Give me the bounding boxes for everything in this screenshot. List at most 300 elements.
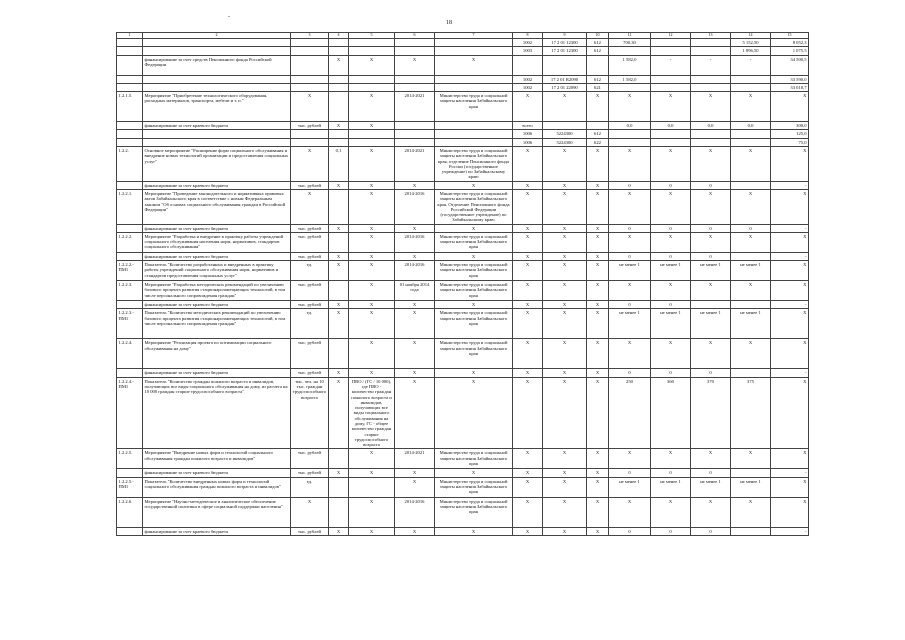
cell-c6: 2014-2016: [395, 497, 435, 527]
cell-unit: тыс. чел. на 10 тыс. граждан трудоспособного возраста: [291, 377, 329, 449]
cell-c14: X: [731, 449, 771, 469]
cell-c5: X: [349, 122, 395, 130]
table-row: [117, 497, 809, 527]
cell-num: 1.2.2.2.-ПМ1: [117, 261, 143, 281]
cell-c9: 5224300: [543, 130, 587, 138]
cell-c8: X: [513, 377, 543, 449]
cell-unit: [291, 39, 329, 47]
cell-unit: тыс. рублей: [291, 301, 329, 309]
cell-c11: 0: [609, 369, 651, 377]
cell-c13: X: [691, 232, 731, 252]
cell-num: 1.2.2.4.: [117, 339, 143, 369]
cell-c11: 0: [609, 301, 651, 309]
cell-c14: [731, 75, 771, 83]
cell-c5: [349, 130, 395, 138]
column-number-6: 6: [395, 33, 435, 39]
cell-c4: X: [329, 261, 349, 281]
cell-c11: 700,30: [609, 39, 651, 47]
cell-c14: 1 896,50: [731, 47, 771, 55]
table-row: [117, 55, 809, 75]
cell-c15: 75,0: [771, 138, 809, 146]
cell-c7: [435, 75, 513, 83]
cell-c12: 0: [651, 224, 691, 232]
cell-c7: [435, 83, 513, 91]
cell-c10: X: [587, 477, 609, 497]
cell-num: [117, 252, 143, 260]
cell-c4: [329, 130, 349, 138]
cell-c11: [609, 130, 651, 138]
cell-name: Показатель "Количество граждан пожилого возраста и инвалидов, получающих все виды социального обслуживания на дому, из расчета на 10 000 граждан старше трудоспособного возраста": [143, 377, 291, 449]
cell-c10: 621: [587, 83, 609, 91]
cell-c11: 250: [609, 377, 651, 449]
cell-c9: [543, 122, 587, 130]
cell-c10: X: [587, 339, 609, 369]
cell-c4: [329, 92, 349, 122]
cell-c14: [731, 469, 771, 477]
cell-c11: 1 582,0: [609, 55, 651, 75]
cell-c15: -: [771, 301, 809, 309]
table-row: [117, 92, 809, 122]
cell-c8: X: [513, 224, 543, 232]
cell-c8: X: [513, 301, 543, 309]
cell-c14: [731, 83, 771, 91]
column-number-10: 10: [587, 33, 609, 39]
cell-c12: X: [651, 339, 691, 369]
cell-c7: Министерство труда и социальной защиты населения Забайкальского края: [435, 497, 513, 527]
program-table: [116, 32, 809, 536]
cell-c4: [329, 189, 349, 224]
cell-name: Мероприятие "Научно-методическое и аналитическое обеспечение государственной политики в сфере социальной поддержки населения": [143, 497, 291, 527]
cell-c15: X: [771, 232, 809, 252]
cell-c14: [731, 369, 771, 377]
cell-c4: [329, 232, 349, 252]
cell-c8: X: [513, 181, 543, 189]
cell-c13: X: [691, 146, 731, 181]
cell-c12: [651, 39, 691, 47]
cell-c4: [329, 339, 349, 369]
cell-name: [143, 83, 291, 91]
cell-c4: X: [329, 122, 349, 130]
cell-c10: X: [587, 92, 609, 122]
cell-c10: X: [587, 469, 609, 477]
cell-unit: X: [291, 92, 329, 122]
cell-c8: всего: [513, 122, 543, 130]
table-row: [117, 189, 809, 224]
cell-unit: X: [291, 146, 329, 181]
cell-c15: X: [771, 92, 809, 122]
cell-c14: X: [731, 146, 771, 181]
cell-c10: X: [587, 181, 609, 189]
cell-name: финансирование за счет средств Пенсионного фонда Российской Федерации: [143, 55, 291, 75]
cell-c9: X: [543, 301, 587, 309]
cell-num: 1.2.2.6.: [117, 497, 143, 527]
cell-c13: 0: [691, 181, 731, 189]
cell-c10: X: [587, 301, 609, 309]
cell-c12: 0: [651, 369, 691, 377]
cell-c6: [395, 39, 435, 47]
cell-c13: 0: [691, 527, 731, 535]
cell-c14: [731, 181, 771, 189]
cell-c10: X: [587, 369, 609, 377]
cell-c11: 0: [609, 181, 651, 189]
cell-c11: [609, 83, 651, 91]
cell-c12: 360: [651, 377, 691, 449]
table-row: [117, 130, 809, 138]
cell-unit: тыс. рублей: [291, 252, 329, 260]
cell-c5: ПВО / (ГС / 10 000), где ПВО - количество граждан пожилого возраста и инвалидов, получающих все виды социального обслуживания на дому, ГС - общее количество граждан старше трудоспособного возраста: [349, 377, 395, 449]
cell-c10: X: [587, 449, 609, 469]
cell-c8: 1006: [513, 130, 543, 138]
cell-c4: X: [329, 224, 349, 232]
cell-c4: X: [329, 309, 349, 339]
cell-c12: [651, 130, 691, 138]
cell-c13: 0: [691, 369, 731, 377]
cell-c8: X: [513, 497, 543, 527]
cell-c13: [691, 39, 731, 47]
column-number-9: 9: [543, 33, 587, 39]
cell-c9: [543, 55, 587, 75]
cell-c7: Министерство труда и социальной защиты населения Забайкальского края: [435, 92, 513, 122]
cell-c5: X: [349, 281, 395, 301]
cell-c7: X: [435, 469, 513, 477]
cell-num: [117, 75, 143, 83]
cell-c11: 0: [609, 469, 651, 477]
cell-c15: X: [771, 189, 809, 224]
cell-c12: не менее 1: [651, 477, 691, 497]
cell-c14: 0: [731, 224, 771, 232]
cell-name: финансирование за счет краевого бюджета: [143, 224, 291, 232]
cell-c13: X: [691, 281, 731, 301]
column-number-3: 3: [291, 33, 329, 39]
cell-num: 1.2.2.4.-ПМ1: [117, 377, 143, 449]
cell-c11: не менее 1: [609, 309, 651, 339]
cell-c9: 17 2 01 R2090: [543, 75, 587, 83]
cell-c8: X: [513, 146, 543, 181]
cell-c12: 0: [651, 527, 691, 535]
cell-name: финансирование за счет краевого бюджета: [143, 252, 291, 260]
cell-c4: [329, 47, 349, 55]
cell-c6: 2014-2016: [395, 261, 435, 281]
cell-c5: X: [349, 189, 395, 224]
cell-c11: X: [609, 232, 651, 252]
cell-c13: 0: [691, 252, 731, 260]
cell-num: [117, 369, 143, 377]
cell-c14: [731, 527, 771, 535]
cell-c4: X: [329, 527, 349, 535]
cell-unit: [291, 83, 329, 91]
cell-c6: [395, 83, 435, 91]
cell-c13: 0: [691, 224, 731, 232]
cell-c6: X: [395, 377, 435, 449]
cell-c4: X: [329, 301, 349, 309]
cell-c7: X: [435, 252, 513, 260]
cell-unit: тыс. рублей: [291, 469, 329, 477]
cell-c11: X: [609, 189, 651, 224]
cell-name: финансирование за счет краевого бюджета: [143, 369, 291, 377]
cell-c6: 01 ноября 2014 года: [395, 281, 435, 301]
cell-c9: X: [543, 339, 587, 369]
cell-c10: X: [587, 281, 609, 301]
cell-c13: не менее 1: [691, 477, 731, 497]
cell-c7: X: [435, 224, 513, 232]
cell-c9: 17 2 01 12300: [543, 39, 587, 47]
column-number-4: 4: [329, 33, 349, 39]
cell-c4: [329, 497, 349, 527]
cell-c6: X: [395, 527, 435, 535]
cell-name: [143, 130, 291, 138]
cell-name: финансирование за счет краевого бюджета: [143, 122, 291, 130]
cell-c9: 17 2 01 12300: [543, 47, 587, 55]
cell-c8: X: [513, 369, 543, 377]
cell-c7: X: [435, 527, 513, 535]
table-row: [117, 339, 809, 369]
table-row: [117, 369, 809, 377]
cell-c11: X: [609, 92, 651, 122]
cell-num: 1.2.2.: [117, 146, 143, 181]
cell-c15: -: [771, 469, 809, 477]
cell-c6: 2014-2016: [395, 232, 435, 252]
table-row: [117, 309, 809, 339]
cell-name: Мероприятие "Проведение законодательного и нормативных правовых актов Забайкальского края в соответствие с новым Федеральным законом "Об основах социального обслуживания граждан в Российской Федерации": [143, 189, 291, 224]
cell-c7: [435, 138, 513, 146]
cell-c5: X: [349, 92, 395, 122]
cell-c10: X: [587, 189, 609, 224]
cell-c4: [329, 75, 349, 83]
table-row: [117, 75, 809, 83]
cell-c5: X: [349, 301, 395, 309]
cell-c5: [349, 138, 395, 146]
cell-c13: X: [691, 339, 731, 369]
cell-unit: тыс. рублей: [291, 181, 329, 189]
cell-c7: Министерство труда и социальной защиты населения Забайкальского края: [435, 261, 513, 281]
cell-unit: [291, 138, 329, 146]
cell-c15: -: [771, 252, 809, 260]
cell-num: 1.2.1.5.: [117, 92, 143, 122]
cell-c15: X: [771, 449, 809, 469]
table-row: [117, 261, 809, 281]
cell-c11: X: [609, 497, 651, 527]
cell-c11: не менее 1: [609, 261, 651, 281]
cell-c12: X: [651, 232, 691, 252]
cell-c8: X: [513, 469, 543, 477]
cell-name: финансирование за счет краевого бюджета: [143, 527, 291, 535]
cell-c13: [691, 301, 731, 309]
cell-c7: Министерство труда и социальной защиты населения Забайкальского края. Отделение Пенсионного фонда Российской Федерации (государственное учреждение) по Забайкальскому краю: [435, 189, 513, 224]
cell-c9: X: [543, 369, 587, 377]
cell-unit: тыс. рублей: [291, 281, 329, 301]
cell-c4: X: [329, 469, 349, 477]
cell-c8: X: [513, 281, 543, 301]
cell-name: Показатель "Количество внедренных новых форм и технологий социального обслуживания граждан пожилого возраста и инвалидов": [143, 477, 291, 497]
cell-c13: [691, 138, 731, 146]
cell-c12: 0: [651, 181, 691, 189]
cell-c14: X: [731, 92, 771, 122]
cell-c13: не менее 1: [691, 309, 731, 339]
cell-c11: X: [609, 146, 651, 181]
cell-c7: [435, 130, 513, 138]
cell-c11: [609, 47, 651, 55]
cell-c14: [731, 130, 771, 138]
cell-c9: X: [543, 449, 587, 469]
cell-c11: 0: [609, 252, 651, 260]
table-row: [117, 377, 809, 449]
column-number-8: 8: [513, 33, 543, 39]
cell-c5: X: [349, 181, 395, 189]
cell-c10: [587, 122, 609, 130]
cell-c15: X: [771, 477, 809, 497]
cell-c13: -: [691, 55, 731, 75]
cell-c15: -: [771, 369, 809, 377]
cell-c12: [651, 75, 691, 83]
cell-c7: [435, 39, 513, 47]
cell-c5: X: [349, 146, 395, 181]
cell-c8: X: [513, 92, 543, 122]
cell-c9: X: [543, 261, 587, 281]
table-row: [117, 449, 809, 469]
cell-c5: X: [349, 232, 395, 252]
cell-c5: X: [349, 252, 395, 260]
cell-c11: X: [609, 281, 651, 301]
table-row: [117, 83, 809, 91]
cell-c7: [435, 47, 513, 55]
cell-c12: [651, 47, 691, 55]
cell-c4: 0,1: [329, 146, 349, 181]
cell-c14: -: [731, 55, 771, 75]
cell-c12: [651, 83, 691, 91]
cell-c6: X: [395, 469, 435, 477]
cell-c15: X: [771, 377, 809, 449]
cell-c15: 34 500,5: [771, 55, 809, 75]
cell-c6: [395, 130, 435, 138]
cell-c15: 125,0: [771, 130, 809, 138]
column-number-14: 14: [731, 33, 771, 39]
cell-c6: X: [395, 369, 435, 377]
cell-c4: X: [329, 181, 349, 189]
dash-mark: -: [228, 14, 230, 20]
cell-c14: [731, 252, 771, 260]
cell-c8: X: [513, 449, 543, 469]
cell-c12: 0,0: [651, 122, 691, 130]
cell-c8: X: [513, 527, 543, 535]
cell-c6: X: [395, 477, 435, 497]
cell-c13: X: [691, 497, 731, 527]
cell-unit: тыс. рублей: [291, 369, 329, 377]
cell-num: [117, 39, 143, 47]
cell-c7: X: [435, 377, 513, 449]
cell-c5: X: [349, 261, 395, 281]
cell-unit: ед.: [291, 477, 329, 497]
cell-c7: X: [435, 55, 513, 75]
cell-c12: X: [651, 281, 691, 301]
cell-c8: 1006: [513, 138, 543, 146]
cell-c11: 0: [609, 527, 651, 535]
cell-unit: [291, 75, 329, 83]
table-row: [117, 252, 809, 260]
column-number-12: 12: [651, 33, 691, 39]
cell-c11: X: [609, 449, 651, 469]
cell-c9: X: [543, 224, 587, 232]
cell-c15: 8 052,3: [771, 39, 809, 47]
cell-c6: X: [395, 309, 435, 339]
table-row: [117, 122, 809, 130]
cell-name: Мероприятие "Разработка и внедрение в практику работы учреждений социального обслуживания населения норм, нормативов, стандартов социального обслуживания": [143, 232, 291, 252]
cell-c7: Министерство труда и социальной защиты населения Забайкальского края: [435, 477, 513, 497]
cell-unit: тыс. рублей: [291, 122, 329, 130]
cell-c9: X: [543, 252, 587, 260]
cell-c11: не менее 1: [609, 477, 651, 497]
cell-c9: X: [543, 477, 587, 497]
cell-c13: [691, 130, 731, 138]
table-row: [117, 39, 809, 47]
cell-c5: X: [349, 339, 395, 369]
cell-unit: тыс. рублей: [291, 339, 329, 369]
cell-c10: 612: [587, 130, 609, 138]
cell-c15: X: [771, 146, 809, 181]
cell-c4: [329, 83, 349, 91]
cell-c9: X: [543, 146, 587, 181]
column-number-7: 7: [435, 33, 513, 39]
cell-c6: 2014-2021: [395, 92, 435, 122]
cell-c12: 0: [651, 252, 691, 260]
cell-c10: 612: [587, 39, 609, 47]
cell-c4: [329, 477, 349, 497]
cell-c10: 612: [587, 75, 609, 83]
cell-c9: 17 2 01 22090: [543, 83, 587, 91]
cell-unit: X: [291, 189, 329, 224]
column-number-13: 13: [691, 33, 731, 39]
cell-c14: не менее 1: [731, 309, 771, 339]
cell-c14: X: [731, 281, 771, 301]
cell-c5: X: [349, 369, 395, 377]
cell-c5: X: [349, 224, 395, 232]
cell-c8: X: [513, 309, 543, 339]
cell-c9: X: [543, 181, 587, 189]
cell-name: [143, 47, 291, 55]
cell-c12: X: [651, 146, 691, 181]
cell-num: [117, 527, 143, 535]
cell-c9: X: [543, 189, 587, 224]
column-number-11: 11: [609, 33, 651, 39]
cell-c6: [395, 75, 435, 83]
cell-num: 1.2.2.2.: [117, 232, 143, 252]
cell-c8: [513, 55, 543, 75]
cell-c14: не менее 1: [731, 477, 771, 497]
cell-num: [117, 55, 143, 75]
cell-c8: 1002: [513, 75, 543, 83]
cell-c15: X: [771, 261, 809, 281]
cell-c10: X: [587, 252, 609, 260]
cell-num: [117, 138, 143, 146]
cell-c10: X: [587, 497, 609, 527]
cell-c7: Министерство труда и социальной защиты населения Забайкальского края: [435, 309, 513, 339]
cell-name: Мероприятие "Реализация проекта по оптимизации социального обслуживания на дому": [143, 339, 291, 369]
cell-c6: X: [395, 181, 435, 189]
table-row: [117, 477, 809, 497]
cell-name: Основное мероприятие "Расширение форм социального обслуживания и внедрение новых технологий организации и предоставления социальных услуг": [143, 146, 291, 181]
cell-c15: 300,0: [771, 122, 809, 130]
cell-c7: [435, 122, 513, 130]
cell-c13: X: [691, 449, 731, 469]
cell-c7: Министерство труда и социальной защиты населения Забайкальского края: [435, 232, 513, 252]
cell-c9: X: [543, 497, 587, 527]
cell-c7: Министерство труда и социальной защиты населения Забайкальского края, отделение Пенсионного фонда России (государственное учреждение) по Забайкальскому краю: [435, 146, 513, 181]
cell-c9: X: [543, 232, 587, 252]
cell-c9: X: [543, 469, 587, 477]
cell-num: [117, 47, 143, 55]
cell-c5: X: [349, 309, 395, 339]
cell-c10: X: [587, 146, 609, 181]
cell-c14: 0,0: [731, 122, 771, 130]
